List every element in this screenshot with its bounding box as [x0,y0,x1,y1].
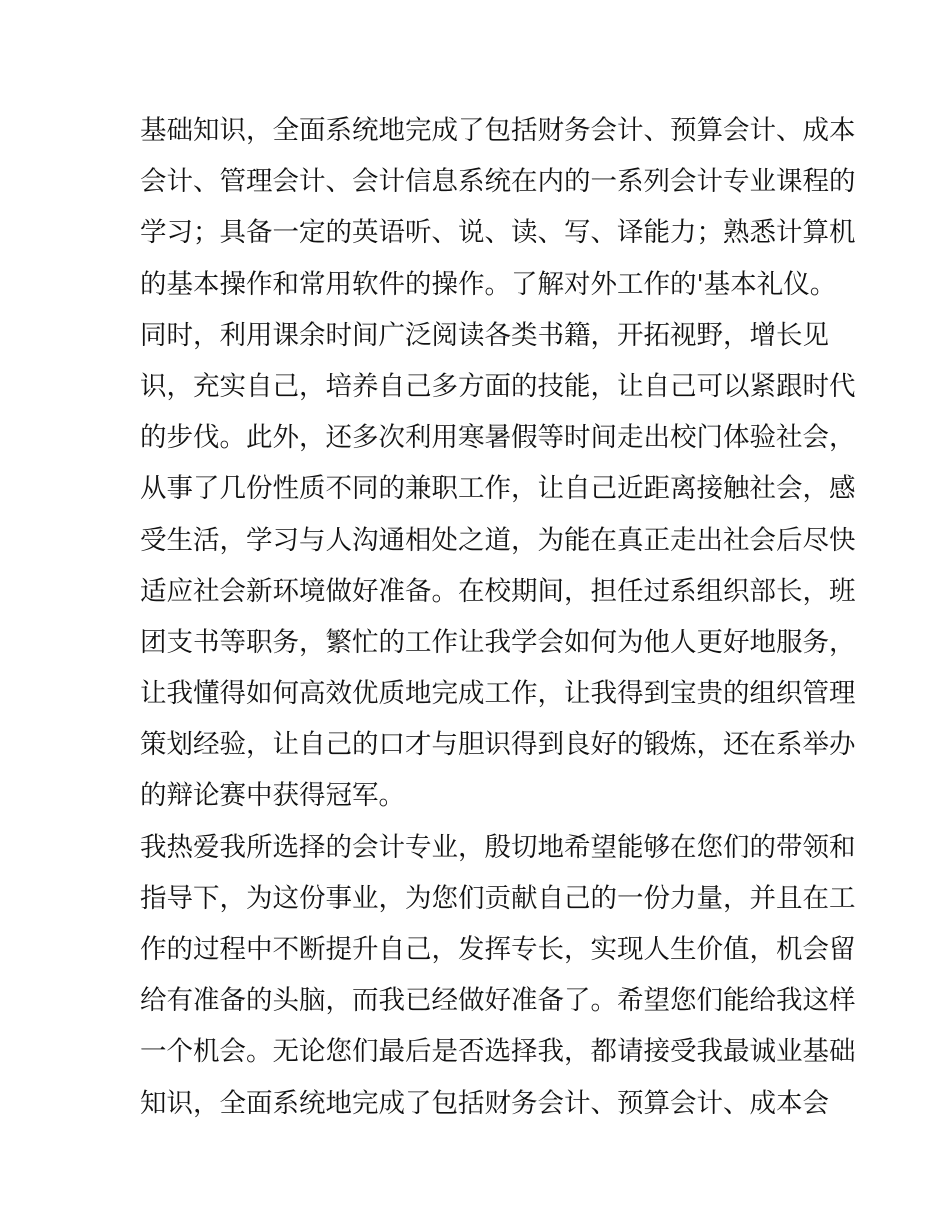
text-line: 的基本操作和常用软件的操作。了解对外工作的'基本礼仪。 [140,268,837,300]
text-line: 基础知识，全面系统地完成了包括财务会计、预算会计、成本 [140,115,856,146]
text-line: 从事了几份性质不同的兼职工作，让自己近距离接触社会，感 [140,473,856,505]
text-line: 学习；具备一定的英语听、说、读、写、译能力；熟悉计算机 [140,217,856,249]
text-line: 会计、管理会计、会计信息系统在内的一系列会计专业课程的 [140,166,856,198]
text-line: 识，充实自己，培养自己多方面的技能，让自己可以紧跟时代 [140,370,856,402]
text-line: 指导下，为这份事业，为您们贡献自己的一份力量，并且在工 [140,882,856,914]
text-line: 给有准备的头脑，而我已经做好准备了。希望您们能给我这样 [140,985,856,1017]
text-line: 策划经验，让自己的口才与胆识得到良好的锻炼，还在系举办 [140,729,856,761]
text-line: 的步伐。此外，还多次利用寒暑假等时间走出校门体验社会， [140,422,856,454]
text-line: 同时，利用课余时间广泛阅读各类书籍，开拓视野，增长见 [140,319,829,351]
text-line: 受生活，学习与人沟通相处之道，为能在真正走出社会后尽快 [140,524,856,556]
text-line: 的辩论赛中获得冠军。 [140,780,405,812]
text-line: 作的过程中不断提升自己，发挥专长，实现人生价值，机会留 [140,934,856,965]
text-line: 我热爱我所选择的会计专业，殷切地希望能够在您们的带领和 [140,831,856,863]
document-body-text [140,105,856,1129]
text-line: 知识，全面系统地完成了包括财务会计、预算会计、成本会 [140,1087,829,1119]
text-line: 一个机会。无论您们最后是否选择我，都请接受我最诚业基础 [140,1036,856,1068]
text-line: 适应社会新环境做好准备。在校期间，担任过系组织部长，班 [140,575,856,607]
text-line: 团支书等职务，繁忙的工作让我学会如何为他人更好地服务， [140,626,856,658]
text-line: 让我懂得如何高效优质地完成工作，让我得到宝贵的组织管理 [140,678,856,710]
